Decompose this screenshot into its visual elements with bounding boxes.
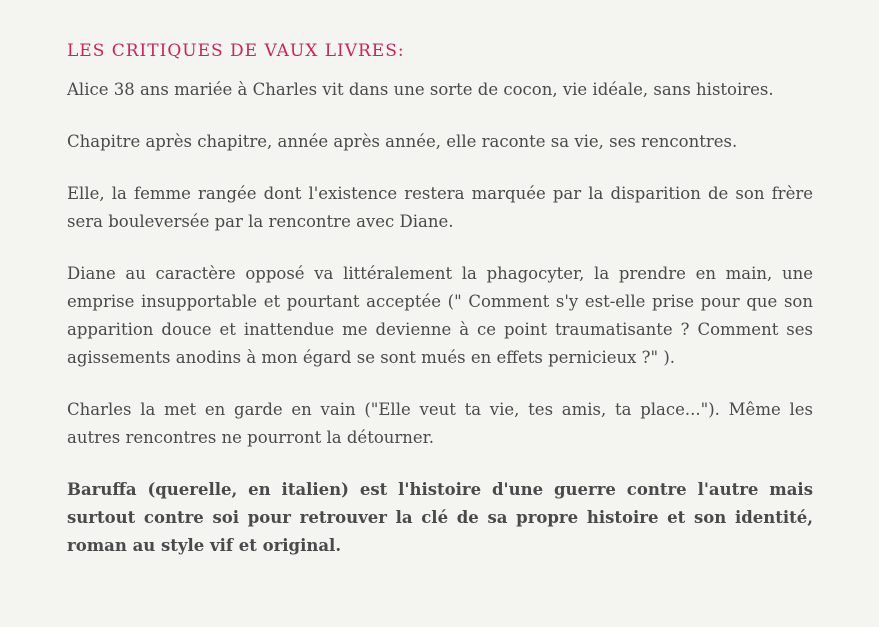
review-conclusion: Baruffa (querelle, en italien) est l'histoire d'une guerre contre l'autre mais surtout contre soi pour retrouver la clé de sa propre histoire et son identité, roman au style vif et original.: [67, 480, 813, 555]
review-paragraph-3: Elle, la femme rangée dont l'existence restera marquée par la disparition de son frère sera bouleversée par la rencontre avec Diane.: [67, 184, 813, 231]
review-paragraph-4: Diane au caractère opposé va littéralement la phagocyter, la prendre en main, une emprise insupportable et pourtant acceptée (" Comment s'y est-elle prise pour que son apparition douce et inattendue me devienne à ce point traumatisante ? Comment ses agissements anodins à mon égard se sont mués en effets pernicieux ?" ).: [67, 264, 813, 367]
review-paragraph-1: Alice 38 ans mariée à Charles vit dans une sorte de cocon, vie idéale, sans histoires.: [67, 80, 774, 99]
review-article: [67, 38, 813, 584]
review-paragraph-5: Charles la met en garde en vain ("Elle veut ta vie, tes amis, ta place..."). Même les autres rencontres ne pourront la détourner.: [67, 400, 813, 447]
review-paragraph-2: Chapitre après chapitre, année après année, elle raconte sa vie, ses rencontres.: [67, 132, 738, 151]
review-heading: LES CRITIQUES DE VAUX LIVRES:: [67, 41, 405, 61]
